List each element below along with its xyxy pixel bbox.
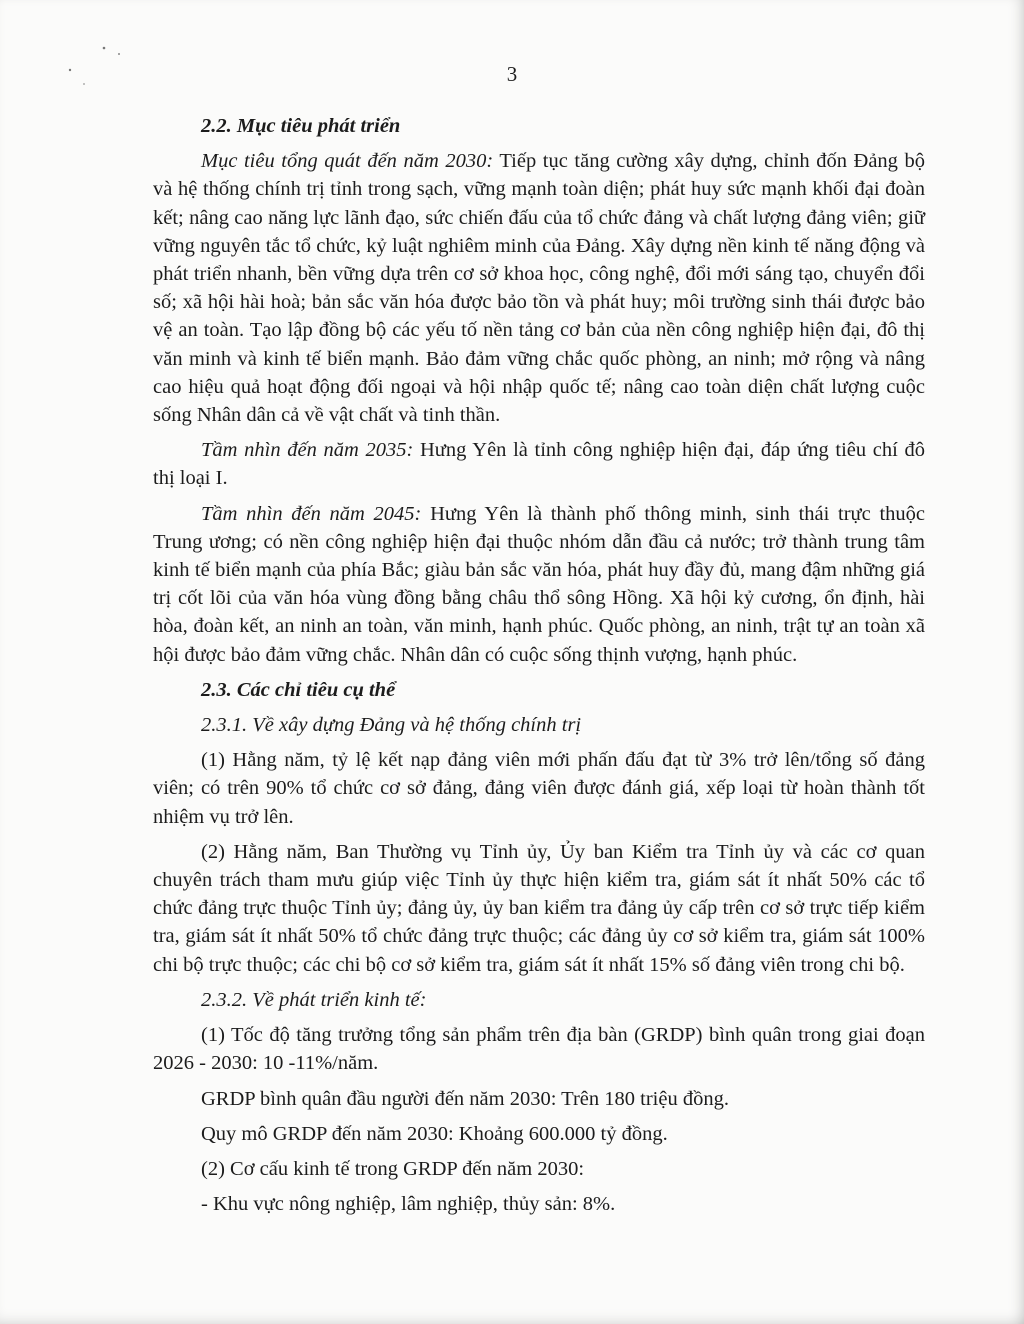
document-body [153, 112, 925, 1225]
paragraph-party-admission: (1) Hằng năm, tỷ lệ kết nạp đảng viên mới phấn đấu đạt từ 3% trở lên/tổng số đảng viên; có trên 90% tổ chức cơ sở đảng, đảng viên được đánh giá, xếp loại từ hoàn thành tốt nhiệm vụ trở lên. [153, 749, 925, 828]
paragraph-grdp-scale: Quy mô GRDP đến năm 2030: Khoảng 600.000 tỷ đồng. [201, 1122, 668, 1145]
section-heading-2-2: 2.2. Mục tiêu phát triển [201, 115, 401, 137]
paragraph-general-goal [153, 147, 925, 429]
paragraph-vision-2045 [153, 500, 925, 669]
subsection-heading-2-3-2: 2.3.2. Về phát triển kinh tế: [201, 988, 427, 1011]
subsection-heading-2-3-1: 2.3.1. Về xây dựng Đảng và hệ thống chính trị [201, 714, 582, 737]
paragraph-economic-structure: (2) Cơ cấu kinh tế trong GRDP đến năm 2030: [201, 1157, 585, 1180]
paragraph-text: Hưng Yên là thành phố thông minh, sinh thái trực thuộc Trung ương; có nền công nghiệp hiện đại thuộc nhóm dẫn đầu cả nước; trở thành trung tâm kinh tế biển mạnh của phía Bắc; giàu bản sắc văn hóa, phát huy đầy đủ, mang đậm những giá trị cốt lõi của văn hóa vùng đồng bằng châu thổ sông Hồng. Xã hội kỷ cương, ổn định, hài hòa, đoàn kết, an ninh an toàn, văn minh, hạnh phúc. Quốc phòng, an ninh, trật tự an toàn xã hội được bảo đảm vững chắc. Nhân dân có cuộc sống thịnh vượng, hạnh phúc. [153, 502, 925, 666]
list-item-agriculture: - Khu vực nông nghiệp, lâm nghiệp, thủy sản: 8%. [201, 1193, 616, 1216]
paragraph-text: Tiếp tục tăng cường xây dựng, chỉnh đốn Đảng bộ và hệ thống chính trị tỉnh trong sạch, vững mạnh toàn diện; phát huy sức mạnh khối đại đoàn kết; nâng cao năng lực lãnh đạo, sức chiến đấu của tổ chức đảng và chất lượng đảng viên; giữ vững nguyên tắc tổ chức, kỷ luật nghiêm minh của Đảng. Xây dựng nền kinh tế năng động và phát triển nhanh, bền vững dựa trên cơ sở khoa học, công nghệ, đổi mới sáng tạo, chuyển đổi số; xã hội hài hoà; bản sắc văn hóa được bảo tồn và phát huy; môi trường sinh thái được bảo vệ an toàn. Tạo lập đồng bộ các yếu tố nền tảng cơ bản của nền công nghiệp hiện đại, đô thị văn minh và kinh tế biển mạnh. Bảo đảm vững chắc quốc phòng, an ninh; mở rộng và nâng cao hiệu quả hoạt động đối ngoại và hội nhập quốc tế; nâng cao toàn diện chất lượng cuộc sống Nhân dân cả về vật chất và tinh thần. [153, 150, 925, 427]
paragraph-vision-2035 [153, 436, 925, 492]
page-number: 3 [506, 62, 518, 86]
paragraph-grdp-per-capita: GRDP bình quân đầu người đến năm 2030: Trên 180 triệu đồng. [201, 1087, 729, 1110]
paragraph-lead: Tầm nhìn đến năm 2035: [201, 439, 414, 462]
paragraph-text: Hưng Yên là tỉnh công nghiệp hiện đại, đáp ứng tiêu chí đô thị loại I. [153, 439, 925, 490]
paragraph-lead: Mục tiêu tổng quát đến năm 2030: [201, 150, 494, 173]
paragraph-lead: Tầm nhìn đến năm 2045: [201, 502, 422, 525]
paragraph-inspection: (2) Hằng năm, Ban Thường vụ Tỉnh ủy, Ủy ban Kiểm tra Tỉnh ủy và các cơ quan chuyên trách tham mưu giúp việc Tỉnh ủy thực hiện kiểm tra, giám sát ít nhất 50% các tổ chức đảng trực thuộc Tỉnh ủy; đảng ủy, ủy ban kiểm tra đảng ủy cấp trên cơ sở trực tiếp kiểm tra, giám sát ít nhất 50% tổ chức đảng trực thuộc; các đảng ủy cơ sở kiểm tra, giám sát 100% chi bộ trực thuộc; các chi bộ cơ sở kiểm tra, giám sát ít nhất 15% số đảng viên trong chi bộ. [153, 840, 925, 976]
section-heading-2-3: 2.3. Các chỉ tiêu cụ thể [201, 678, 396, 701]
paragraph-grdp-growth: (1) Tốc độ tăng trưởng tổng sản phẩm trên địa bàn (GRDP) bình quân trong giai đoạn 2026 - 2030: 10 -11%/năm. [153, 1024, 925, 1075]
